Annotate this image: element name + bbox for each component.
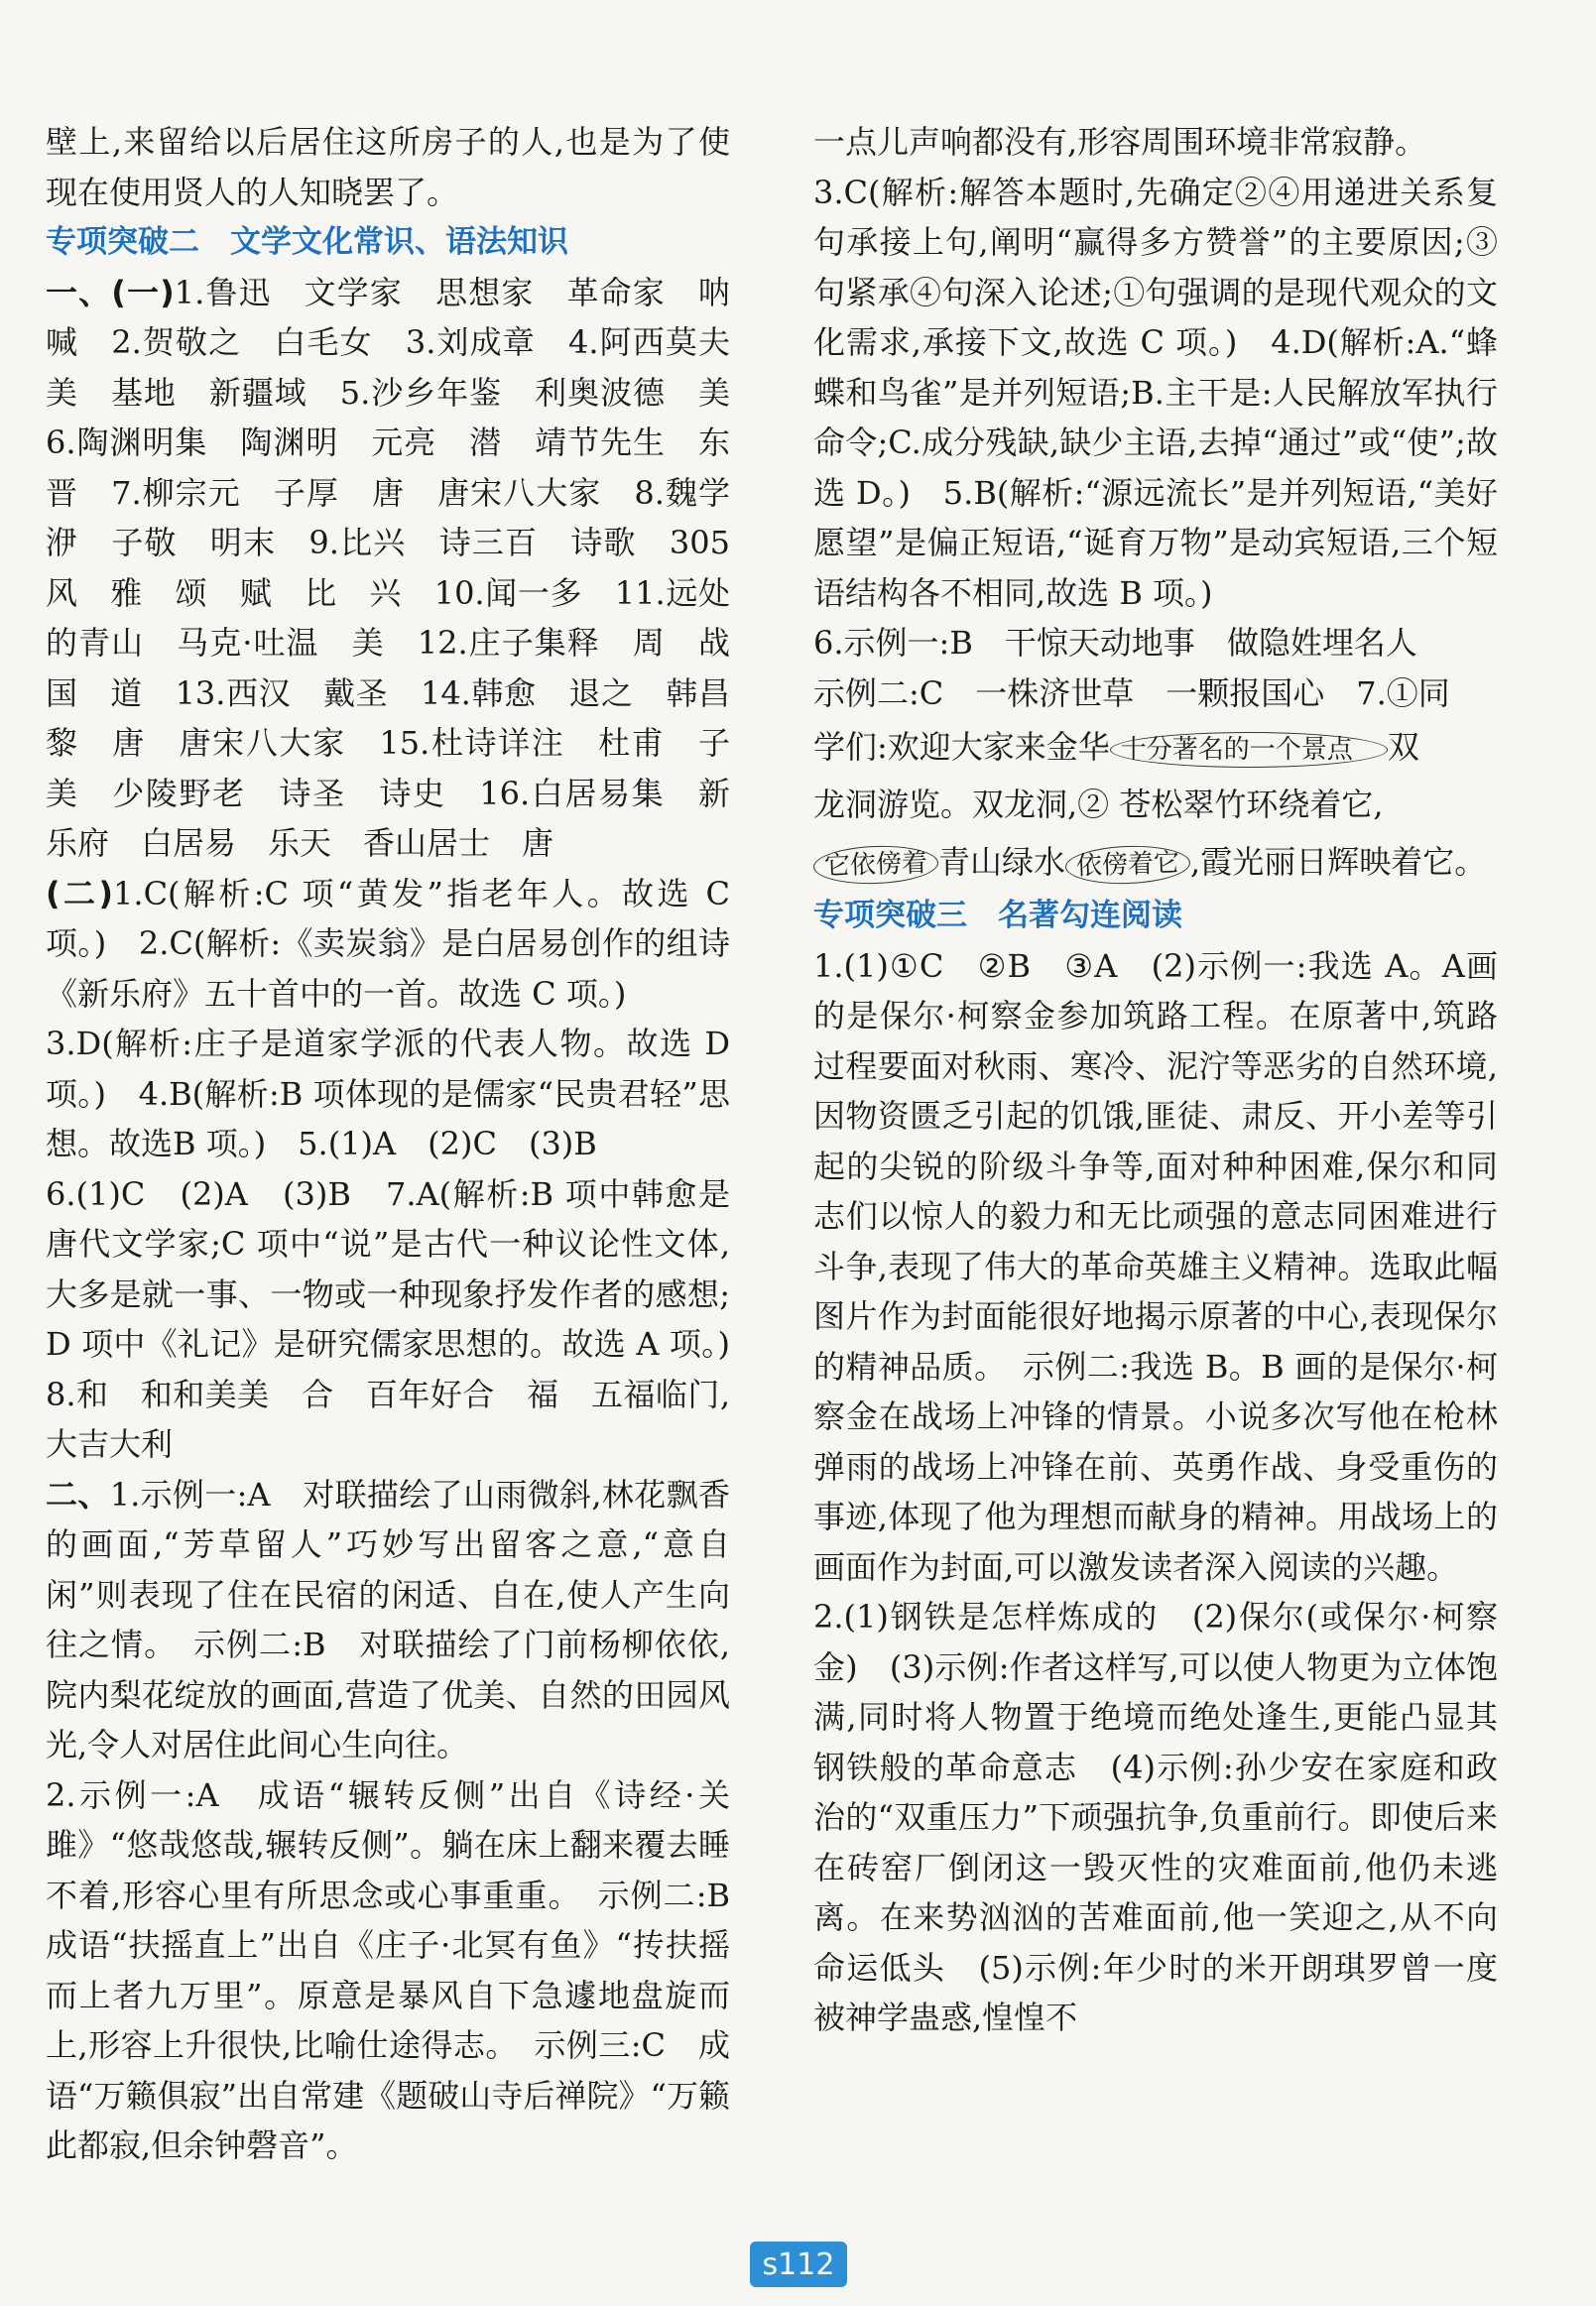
paragraph [46, 1470, 730, 1770]
paragraph: 6.示例一:B 干惊天动地事 做隐姓埋名人 [813, 624, 1417, 662]
right-column [813, 117, 1498, 2043]
paragraph: 壁上,来留给以后居住这所房子的人,也是为了使现在使用贤人的人知晓罢了。 [46, 123, 730, 211]
paragraph: 龙洞游览。双龙洞,② 苍松翠竹环绕着它, [813, 786, 1384, 823]
paragraph-text: 1.示例一:A 对联描绘了山雨微斜,林花飘香的画面,“芳草留人”巧妙写出留客之意,“意自闲”则表现了住在民宿的闲适、自在,使人产生向往之情。 示例二:B 对联描绘了门前杨柳依依,院内梨花绽放的画面,营造了优美、自然的田园风光,令人对居住此间心生向往。 [46, 1475, 730, 1763]
paragraph [46, 869, 730, 1020]
section-mark: (二) [46, 874, 114, 912]
paragraph: 2.示例一:A 成语“辗转反侧”出自《诗经·关雎》“悠哉悠哉,辗转反侧”。躺在床上翻来覆去睡不着,形容心里有所思念或心事重重。 示例二:B 成语“扶摇直上”出自《庄子·北冥有鱼》“抟扶摇而上者九万里”。原意是暴风自下急遽地盘旋而上,形容上升很快,比喻仕途得志。 示例三:C 成语“万籁俱寂”出自常建《题破山寺后禅院》“万籁此都寂,但余钟磬音”。 [46, 1775, 763, 2164]
section-heading-2: 专项突破二 文学文化常识、语法知识 [46, 224, 568, 260]
paragraph: 3.D(解析:庄子是道家学派的代表人物。故选 D 项。) 4.B(解析:B 项体现的是儒家“民贵君轻”思想。故选B 项。) 5.(1)A (2)C (3)B [46, 1025, 730, 1162]
paragraph-text: ,霞光丽日辉映着它。 [1190, 843, 1487, 881]
paragraph-text: 1.C(解析:C 项“黄发”指老年人。故选 C 项。) 2.C(解析:《卖炭翁》是白居易创作的组诗《新乐府》五十首中的一首。故选 C 项。) [46, 874, 730, 1013]
circled-phrase: 依傍着它 [1064, 844, 1190, 886]
paragraph [46, 268, 763, 869]
paragraph: 2.(1)钢铁是怎样炼成的 (2)保尔(或保尔·柯察金) (3)示例:作者这样写,可以使人物更为立体饱满,同时将人物置于绝境而绝处逢生,更能凸显其钢铁般的革命意志 (4)示例:孙少安在家庭和政治的“双重压力”下顽强抗争,负重前行。即使后来在砖窑厂倒闭这一毁灭性的灾难面前,他仍未逃离。在来势汹汹的苦难面前,他一笑迎之,从不向命运低头 (5)示例:年少时的米开朗琪罗曾一度被神学蛊惑,惶惶不 [813, 1598, 1498, 2036]
page-number: s112 [750, 2242, 847, 2287]
circled-phrase: 十分著名的一个景点 [1110, 732, 1388, 768]
paragraph [813, 833, 1498, 891]
paragraph-text: 1.鲁迅 文学家 思想家 革命家 呐喊 2.贺敬之 白毛女 3.刘成章 4.阿西莫夫 美 基地 新疆域 5.沙乡年鉴 利奥波德 美 6.陶渊明集 陶渊明 元亮 潜 靖节先生 东晋 7.柳宗元 子厚 唐 唐宋八大家 8.魏学洢 子敬 明末 9.比兴 诗三百 诗歌 305 风 雅 颂 赋 比 兴 10.闻一多 11.远处的青山 马克·吐温 美 12.庄子集释 周 战国 道 13.西汉 戴圣 14.韩愈 退之 韩昌黎 唐 唐宋八大家 15.杜诗详注 杜甫 子美 少陵野老 诗圣 诗史 16.白居易集 新乐府 白居易 乐天 香山居士 唐 [46, 273, 763, 862]
section-mark: 二、 [46, 1475, 110, 1514]
paragraph: 3.C(解析:解答本题时,先确定②④用递进关系复句承接上句,阐明“赢得多方赞誉”的主要原因;③句紧承④句深入论述;①句强调的是现代观众的文化需求,承接下文,故选 C 项。) 4.D(解析:A.“蜂蝶和鸟雀”是并列短语;B.主干是:人民解放军执行命令;C.成分残缺,缺少主语,去掉“通过”或“使”;故选 D。) 5.B(解析:“源远流长”是并列短语,“美好愿望”是偏正短语,“诞育万物”是动宾短语,三个短语结构各不相同,故选 B 项。) [813, 173, 1498, 612]
section-mark: 一、(一) [46, 273, 175, 311]
paragraph: 6.(1)C (2)A (3)B 7.A(解析:B 项中韩愈是唐代文学家;C 项中“说”是古代一种议论性文体,大多是就一事、一物或一种现象抒发作者的感想;D 项中《礼记》是研究儒家思想的。故选 A 项。) 8.和 和和美美 合 百年好合 福 五福临门,大吉大利 [46, 1174, 763, 1463]
section-heading-3: 专项突破三 名著勾连阅读 [813, 898, 1182, 933]
paragraph: 一点儿声响都没有,形容周围环境非常寂静。 [813, 123, 1427, 161]
paragraph: 示例二:C 一株济世草 一颗报国心 7.①同 [813, 673, 1450, 712]
paragraph: 1.(1)①C ②B ③A (2)示例一:我选 A。A画的是保尔·柯察金参加筑路工程。在原著中,筑路过程要面对秋雨、寒冷、泥泞等恶劣的自然环境,因物资匮乏引起的饥饿,匪徒、肃反、开小差等引起的尖锐的阶级斗争等,面对种种困难,保尔和同志们以惊人的毅力和无比顽强的意志同困难进行斗争,表现了伟大的革命英雄主义精神。选取此幅图片作为封面能很好地揭示原著的中心,表现保尔的精神品质。 示例二:我选 B。B 画的是保尔·柯察金在战场上冲锋的情景。小说多次写他在枪林弹雨的战场上冲锋在前、英勇作战、身受重伤的事迹,体现了他为理想而献身的精神。用战场上的画面作为封面,可以激发读者深入阅读的兴趣。 [813, 946, 1498, 1586]
paragraph-text: 学们:欢迎大家来金华 [813, 728, 1110, 766]
paragraph-text: 青山绿水 [938, 843, 1066, 881]
paragraph [813, 718, 1498, 776]
left-column [46, 117, 763, 2171]
paragraph-text: 双 [1387, 728, 1419, 766]
circled-phrase: 它依傍着 [812, 844, 938, 886]
